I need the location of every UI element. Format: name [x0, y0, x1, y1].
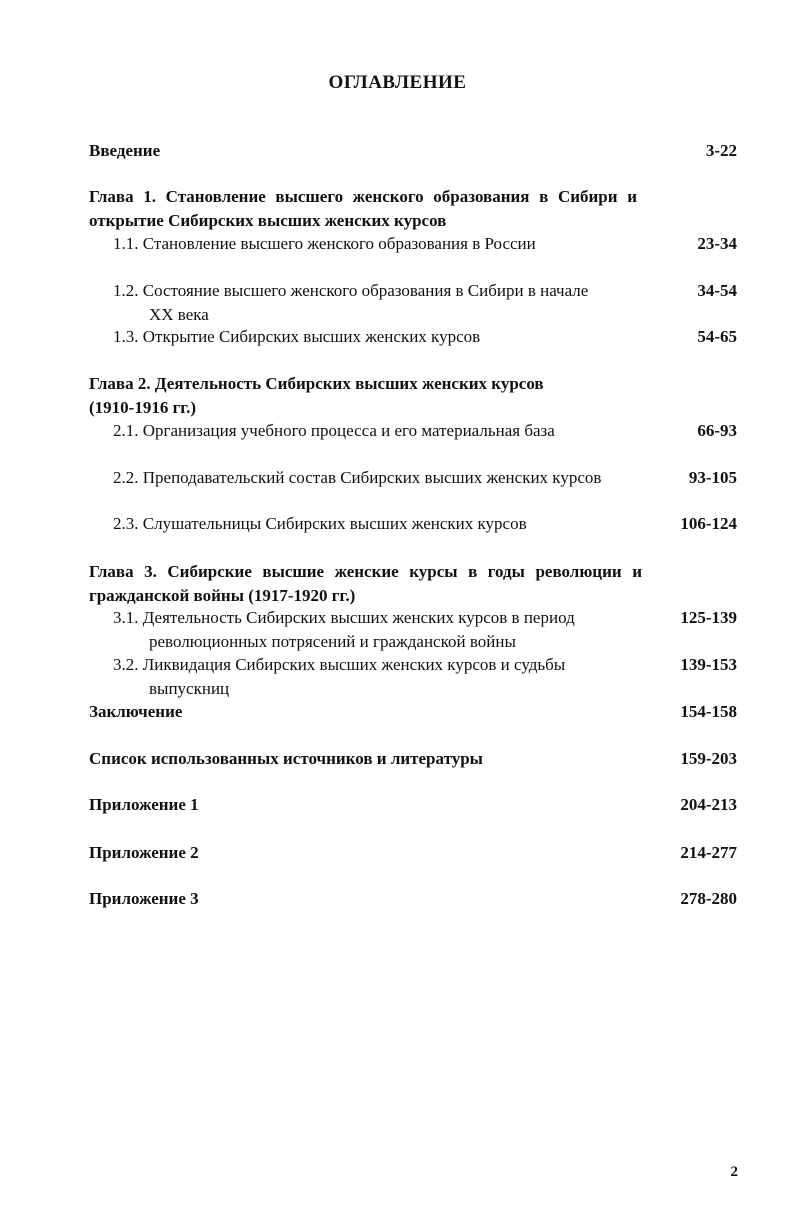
section-1-2-pages: 34-54 [697, 281, 737, 300]
toc-conclusion-pages: 154-158 [680, 702, 737, 721]
section-1-3 [113, 325, 648, 349]
toc-appendix-1-label: Приложение 1 [89, 795, 199, 814]
toc-intro-pages: 3-22 [705, 141, 737, 160]
toc-appendix-2-label: Приложение 2 [89, 843, 199, 862]
section-2-3-title: Слушательницы Сибирских высших женских курсов [142, 514, 527, 533]
section-3-1 [113, 606, 648, 654]
toc-intro-label: Введение [89, 141, 161, 160]
toc-appendix-2-pages: 214-277 [680, 843, 737, 862]
chapter-3-heading: Глава 3. Сибирские высшие женские курсы в годы революции и гражданской войны (1917-1920 гг.) [89, 562, 642, 605]
chapter-1-heading: Глава 1. Становление высшего женского образования в Сибири и открытие Сибирских высших женских курсов [89, 187, 637, 230]
section-2-2-title: Преподавательский состав Сибирских высших женских курсов [142, 468, 602, 487]
section-1-1-pages: 23-34 [697, 234, 737, 253]
section-2-1-number: 2.1. [113, 421, 139, 440]
section-3-1-pages: 125-139 [680, 608, 737, 627]
section-1-1-number: 1.1. [113, 234, 139, 253]
section-2-1 [113, 419, 648, 443]
section-2-3-number: 2.3. [113, 514, 139, 533]
toc-conclusion-label: Заключение [89, 702, 183, 721]
section-2-3-pages: 106-124 [680, 514, 737, 533]
toc-sources-pages: 159-203 [680, 749, 737, 768]
section-1-3-number: 1.3. [113, 327, 139, 346]
section-1-2-title-cont: XX века [149, 305, 209, 324]
section-1-2 [113, 279, 648, 327]
section-2-1-pages: 66-93 [697, 421, 737, 440]
section-3-2 [113, 653, 648, 701]
toc-appendix-3-pages: 278-280 [680, 889, 737, 908]
section-2-1-title: Организация учебного процесса и его материальная база [142, 421, 555, 440]
section-1-1-title: Становление высшего женского образования в России [142, 234, 536, 253]
section-1-1 [113, 232, 648, 256]
page-title: ОГЛАВЛЕНИЕ [328, 72, 467, 93]
section-1-3-pages: 54-65 [697, 327, 737, 346]
section-1-2-number: 1.2. [113, 281, 139, 300]
section-3-2-title-cont: выпускниц [149, 679, 230, 698]
section-3-2-title: Ликвидация Сибирских высших женских курсов и судьбы [142, 655, 566, 674]
toc-appendix-3-label: Приложение 3 [89, 889, 199, 908]
section-3-2-number: 3.2. [113, 655, 139, 674]
toc-sources-label: Список использованных источников и литературы [89, 749, 483, 768]
section-3-1-title: Деятельность Сибирских высших женских курсов в период [142, 608, 575, 627]
section-2-2-number: 2.2. [113, 468, 139, 487]
section-1-2-title: Состояние высшего женского образования в Сибири в начале [142, 281, 589, 300]
section-2-3 [113, 512, 648, 536]
section-2-2 [113, 466, 653, 490]
chapter-2-heading: Глава 2. Деятельность Сибирских высших женских курсов (1910-1916 гг.) [89, 374, 544, 417]
section-3-1-title-cont: революционных потрясений и гражданской войны [149, 632, 516, 651]
toc-appendix-1-pages: 204-213 [680, 795, 737, 814]
section-2-2-pages: 93-105 [688, 468, 737, 487]
section-1-3-title: Открытие Сибирских высших женских курсов [142, 327, 481, 346]
page-number: 2 [730, 1164, 738, 1180]
section-3-1-number: 3.1. [113, 608, 139, 627]
section-3-2-pages: 139-153 [680, 655, 737, 674]
